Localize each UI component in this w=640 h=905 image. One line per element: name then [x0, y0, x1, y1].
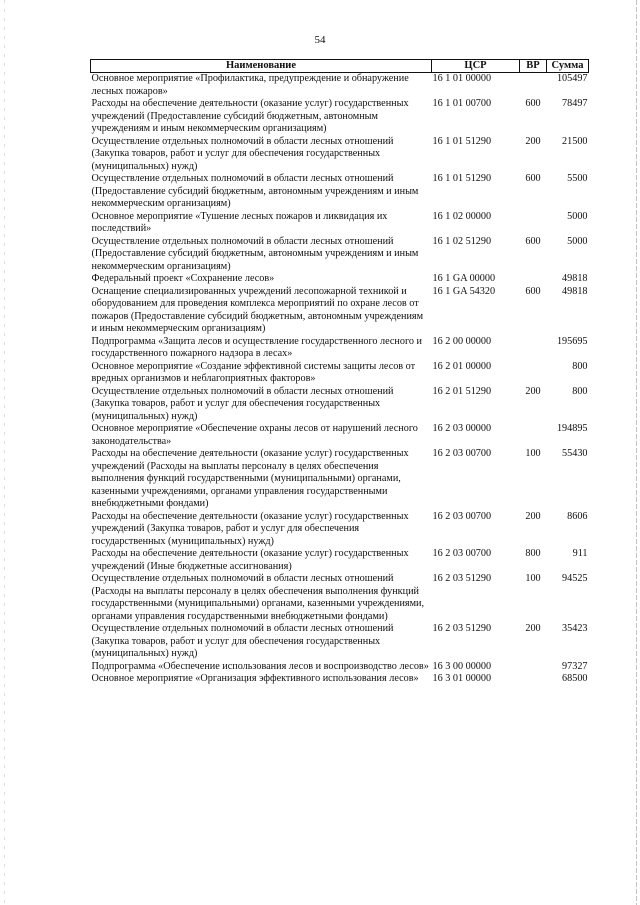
- scan-edge-right: [636, 0, 637, 905]
- row-csr: 16 2 03 00000: [432, 423, 492, 434]
- row-vr: [520, 673, 547, 686]
- row-vr: 600: [525, 285, 541, 297]
- table-row: [91, 286, 589, 336]
- row-vr: [520, 336, 547, 361]
- row-sum: 94525: [562, 573, 588, 584]
- row-name: Осуществление отдельных полномочий в области лесных отношений (Расходы на выплаты персоналу в целях обеспечения выполнения функций государственными (муниципальными) органами, казенными учреждениями, органами управления государственными внебюджетными фондами): [91, 573, 425, 622]
- row-sum: 49818: [562, 285, 588, 297]
- table-row: [91, 336, 589, 361]
- row-sum: 49818: [562, 273, 588, 284]
- row-sum: 911: [572, 548, 588, 559]
- page-number: 54: [314, 34, 326, 46]
- row-vr: 600: [525, 235, 541, 247]
- row-vr: 100: [525, 573, 541, 584]
- row-sum: 5000: [567, 235, 588, 247]
- row-name: Расходы на обеспечение деятельности (оказание услуг) государственных учреждений (Закупка товаров, работ и услуг для обеспечения государственных (муниципальных) нужд): [91, 510, 409, 547]
- table-row: [91, 236, 589, 274]
- row-sum: 8606: [567, 510, 588, 522]
- row-name: Основное мероприятие «Профилактика, предупреждение и обнаружение лесных пожаров»: [91, 73, 409, 97]
- row-name: Основное мероприятие «Тушение лесных пожаров и ликвидация их последствий»: [91, 210, 388, 234]
- row-csr: 16 2 03 00700: [432, 510, 492, 522]
- row-vr: [520, 273, 547, 286]
- table-row: [91, 136, 589, 174]
- table-row: [91, 448, 589, 511]
- row-csr: 16 1 01 51290: [432, 173, 492, 184]
- row-csr: 16 2 03 00700: [432, 548, 492, 559]
- row-name: Федеральный проект «Сохранение лесов»: [91, 273, 275, 284]
- row-vr: 800: [525, 548, 541, 559]
- row-csr: 16 2 00 00000: [432, 335, 492, 347]
- row-name: Осуществление отдельных полномочий в области лесных отношений (Закупка товаров, работ и услуг для обеспечения государственных (муниципальных) нужд): [91, 135, 394, 172]
- row-sum: 35423: [562, 623, 588, 634]
- row-csr: 16 3 01 00000: [432, 673, 492, 684]
- row-sum: 21500: [562, 135, 588, 147]
- row-vr: 600: [525, 98, 541, 109]
- row-vr: [520, 661, 547, 674]
- row-name: Осуществление отдельных полномочий в области лесных отношений (Закупка товаров, работ и услуг для обеспечения государственных (муниципальных) нужд): [91, 623, 394, 659]
- row-vr: [520, 211, 547, 236]
- header-name: Наименование: [91, 60, 432, 73]
- row-name: Осуществление отдельных полномочий в области лесных отношений (Предоставление субсидий бюджетным, автономным учреждениям и иным некоммерческим организациям): [91, 173, 419, 209]
- row-vr: 200: [525, 510, 541, 522]
- row-csr: 16 2 01 00000: [432, 360, 492, 372]
- row-name: Основное мероприятие «Обеспечение охраны лесов от нарушений лесного законодательства»: [91, 423, 418, 447]
- header-sum: Сумма: [547, 60, 589, 73]
- table-row: [91, 511, 589, 549]
- row-sum: 5500: [567, 173, 588, 184]
- row-sum: 800: [572, 360, 588, 372]
- row-name: Основное мероприятие «Создание эффективной системы защиты лесов от вредных организмов и неблагоприятных факторов»: [91, 360, 416, 384]
- row-sum: 195695: [556, 335, 588, 347]
- header-csr: ЦСР: [432, 60, 520, 73]
- row-csr: 16 2 03 51290: [432, 623, 492, 634]
- row-sum: 55430: [562, 448, 588, 459]
- row-name: Подпрограмма «Защита лесов и осуществление государственного лесного и государственного пожарного надзора в лесах»: [91, 335, 422, 359]
- table-row: [91, 573, 589, 623]
- row-name: Основное мероприятие «Организация эффективного использования лесов»: [91, 673, 419, 684]
- table-row: [91, 73, 589, 99]
- row-vr: [520, 361, 547, 386]
- row-name: Подпрограмма «Обеспечение использования лесов и воспроизводство лесов»: [91, 660, 429, 672]
- row-sum: 68500: [562, 673, 588, 684]
- row-sum: 105497: [556, 73, 588, 84]
- table-header-row: [91, 60, 589, 73]
- row-csr: 16 1 01 00700: [432, 98, 492, 109]
- row-sum: 97327: [562, 660, 588, 672]
- row-name: Осуществление отдельных полномочий в области лесных отношений (Предоставление субсидий бюджетным, автономным учреждениям и иным некоммерческим организациям): [91, 235, 419, 272]
- row-name: Оснащение специализированных учреждений лесопожарной техникой и оборудованием для проведения комплекса мероприятий по охране лесов от пожаров (Предоставление субсидий бюджетным, автономным учреждениям и иным некоммерческим организациям): [91, 285, 424, 334]
- header-vr: ВР: [520, 60, 547, 73]
- row-sum: 5000: [567, 210, 588, 222]
- table-row: [91, 673, 589, 686]
- row-csr: 16 1 02 51290: [432, 235, 492, 247]
- table-row: [91, 623, 589, 661]
- table-row: [91, 361, 589, 386]
- table-row: [91, 173, 589, 211]
- table-row: [91, 273, 589, 286]
- row-vr: 200: [525, 385, 541, 397]
- table-row: [91, 423, 589, 448]
- row-sum: 78497: [562, 98, 588, 109]
- row-csr: 16 1 02 00000: [432, 210, 492, 222]
- row-name: Осуществление отдельных полномочий в области лесных отношений (Закупка товаров, работ и услуг для обеспечения государственных (муниципальных) нужд): [91, 385, 394, 422]
- row-vr: 600: [525, 173, 541, 184]
- table-row: [91, 386, 589, 424]
- row-csr: 16 1 01 00000: [432, 73, 492, 84]
- row-sum: 194895: [556, 423, 588, 434]
- row-name: Расходы на обеспечение деятельности (оказание услуг) государственных учреждений (Иные бюджетные ассигнования): [91, 548, 409, 572]
- table-row: [91, 548, 589, 573]
- row-csr: 16 2 03 00700: [432, 448, 492, 459]
- row-csr: 16 2 01 51290: [432, 385, 492, 397]
- row-csr: 16 1 GA 00000: [432, 273, 496, 284]
- row-csr: 16 1 GA 54320: [432, 285, 496, 297]
- row-vr: [520, 423, 547, 448]
- table-row: [91, 661, 589, 674]
- row-sum: 800: [572, 385, 588, 397]
- row-vr: 200: [525, 623, 541, 634]
- table-row: [91, 98, 589, 136]
- row-csr: 16 2 03 51290: [432, 573, 492, 584]
- row-csr: 16 3 00 00000: [432, 660, 492, 672]
- budget-table: [90, 59, 589, 686]
- row-vr: [520, 73, 547, 99]
- row-vr: 200: [525, 135, 541, 147]
- row-csr: 16 1 01 51290: [432, 135, 492, 147]
- row-name: Расходы на обеспечение деятельности (оказание услуг) государственных учреждений (Расходы на выплаты персоналу в целях обеспечения выполнения функций государственными (муниципальными) органами, казенными учреждениями, органами управления государственными внебюджетными фондами): [91, 448, 409, 509]
- row-name: Расходы на обеспечение деятельности (оказание услуг) государственных учреждений (Предоставление субсидий бюджетным, автономным учреждениям и иным некоммерческим организациям): [91, 98, 409, 134]
- row-vr: 100: [525, 448, 541, 459]
- scan-edge-left: [4, 0, 5, 905]
- table-row: [91, 211, 589, 236]
